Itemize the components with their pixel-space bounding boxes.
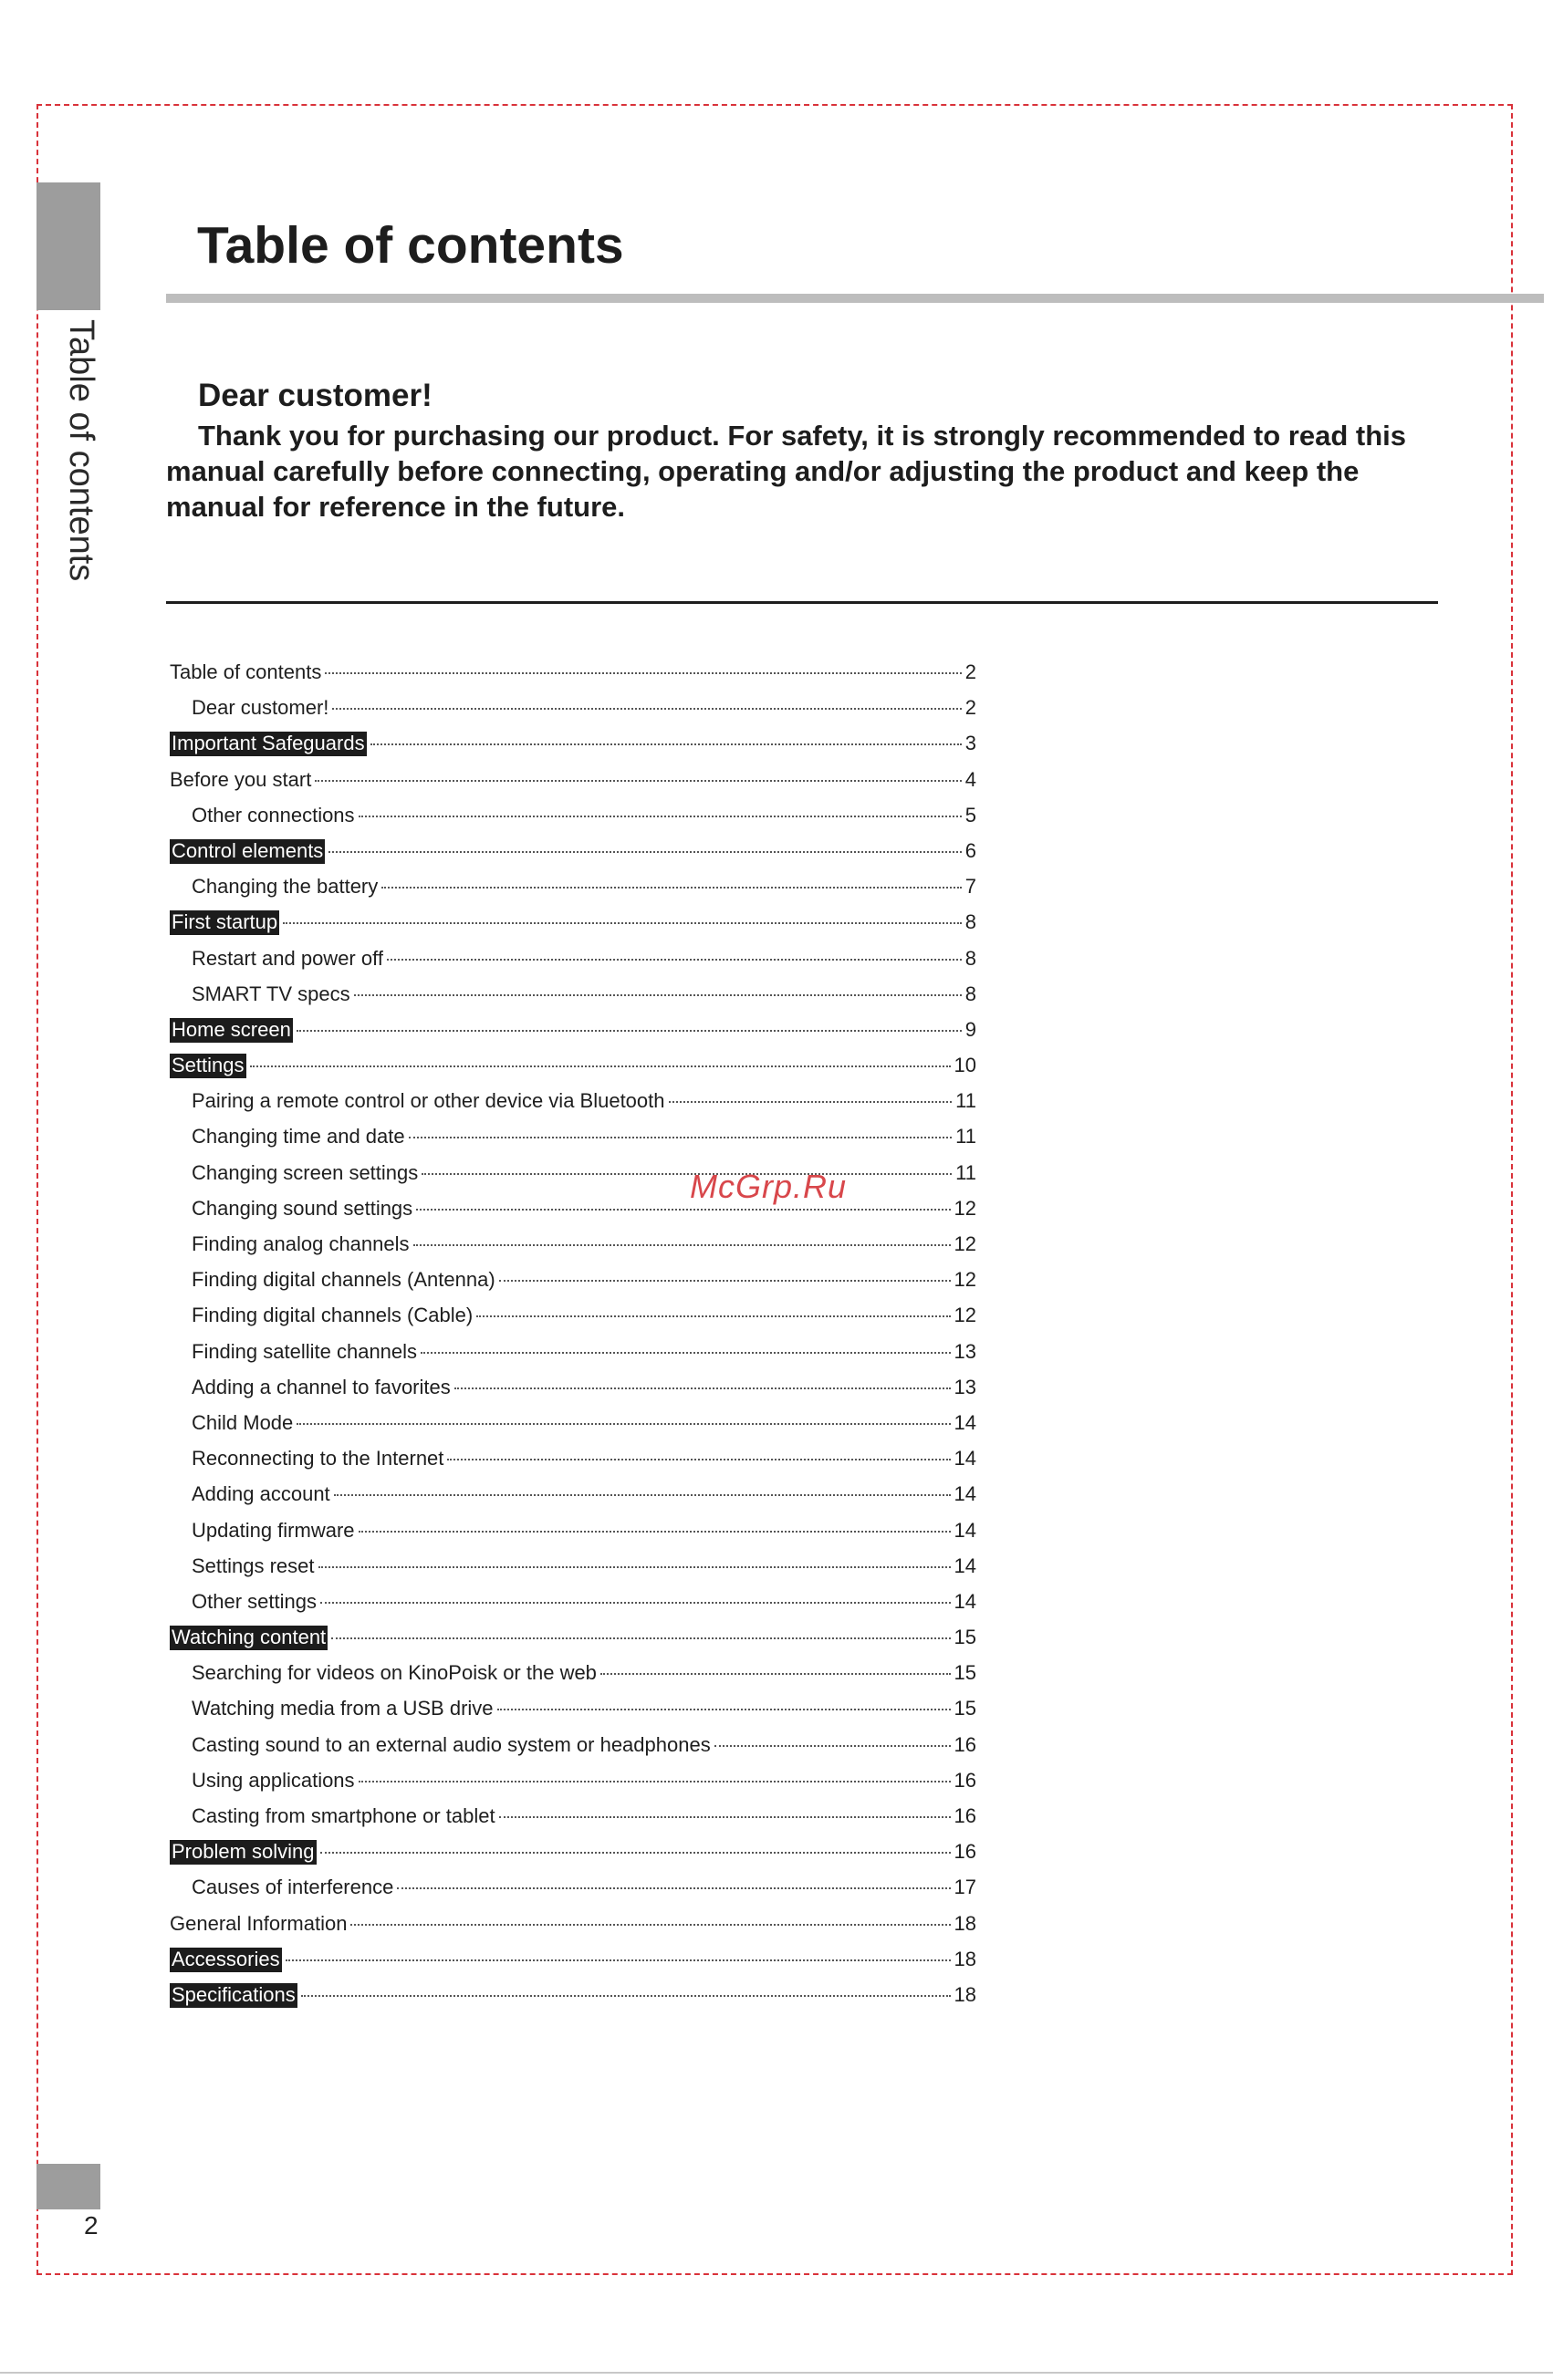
toc-entry[interactable] <box>170 1626 976 1661</box>
toc-entry-label: Finding digital channels (Antenna) <box>192 1268 495 1292</box>
side-label-text: Table of contents <box>62 319 100 582</box>
toc-dot-leader <box>320 1602 951 1604</box>
toc-page-number: 11 <box>955 1089 976 1113</box>
toc-entry-label: Searching for videos on KinoPoisk or the web <box>192 1661 597 1685</box>
toc-entry[interactable] <box>170 910 976 946</box>
toc-page-number: 2 <box>964 660 976 683</box>
toc-entry[interactable] <box>170 1697 976 1732</box>
side-label <box>55 319 109 611</box>
toc-section-label: Specifications <box>172 1982 296 2006</box>
toc-section-label: First startup <box>172 910 278 934</box>
toc-entry[interactable] <box>170 1948 976 1983</box>
toc-dot-leader <box>416 1209 950 1211</box>
toc-dot-leader <box>283 922 962 924</box>
toc-entry[interactable] <box>170 1304 976 1339</box>
toc-entry-label: Casting sound to an external audio system or headphones <box>192 1732 711 1756</box>
toc-page-number: 3 <box>964 732 976 755</box>
toc-section-label: Accessories <box>172 1947 280 1970</box>
watermark: McGrp.Ru <box>690 1168 848 1205</box>
toc-dot-leader <box>331 1637 950 1639</box>
toc-entry[interactable] <box>170 732 976 767</box>
toc-entry-label: SMART TV specs <box>192 982 350 1005</box>
toc-entry-label: Casting from smartphone or tablet <box>192 1804 495 1827</box>
toc-entry[interactable] <box>170 1018 976 1054</box>
toc-dot-leader <box>422 1173 952 1175</box>
intro-paragraph: Thank you for purchasing our product. For safety, it is strongly recommended to read this manual carefully before connecting, operating and/or adjusting the product and keep the manual for reference in the future. <box>166 420 1406 523</box>
toc-page-number: 18 <box>954 1982 976 2006</box>
toc-entry[interactable] <box>170 1554 976 1590</box>
toc-entry-label: Other settings <box>192 1589 317 1613</box>
toc-dot-leader <box>297 1030 962 1032</box>
toc-entry[interactable] <box>170 1983 976 2019</box>
toc-dot-leader <box>421 1352 950 1354</box>
toc-dot-leader <box>332 708 961 710</box>
toc-entry[interactable] <box>170 1340 976 1376</box>
toc-entry[interactable] <box>170 1840 976 1876</box>
toc-dot-leader <box>359 816 962 817</box>
toc-entry-label: Settings reset <box>192 1554 315 1577</box>
toc-dot-leader <box>334 1494 951 1496</box>
toc-dot-leader <box>320 1852 951 1854</box>
toc-entry[interactable] <box>170 839 976 875</box>
toc-entry-label: Other connections <box>192 803 355 826</box>
toc-entry-label: Changing sound settings <box>192 1196 413 1220</box>
toc-entry-label: Watching media from a USB drive <box>192 1697 494 1720</box>
toc-dot-leader <box>318 1566 951 1568</box>
toc-entry[interactable] <box>170 1232 976 1268</box>
toc-entry-label: Before you start <box>170 767 312 791</box>
toc-page-number: 2 <box>964 696 976 720</box>
toc-entry-label: Causes of interference <box>192 1876 394 1899</box>
toc-page-number: 18 <box>954 1911 976 1935</box>
toc-section-label: Important Safeguards <box>172 732 365 755</box>
toc-dot-leader <box>454 1387 951 1389</box>
toc-entry-label: Finding satellite channels <box>192 1339 418 1363</box>
toc-entry[interactable] <box>170 875 976 910</box>
toc-page-number: 6 <box>964 838 976 862</box>
toc-page-number: 12 <box>954 1268 976 1292</box>
toc-entry[interactable] <box>170 1519 976 1554</box>
toc-page-number: 12 <box>954 1232 976 1255</box>
side-tab-marker <box>36 182 100 310</box>
toc-entry[interactable] <box>170 1733 976 1769</box>
intro-section <box>166 378 1444 525</box>
toc-page-number: 13 <box>954 1375 976 1398</box>
toc-page-number: 13 <box>954 1339 976 1363</box>
toc-dot-leader <box>499 1816 951 1818</box>
toc-page-number: 15 <box>954 1661 976 1685</box>
toc-section-label: Settings <box>172 1054 245 1077</box>
toc-section-label: Watching content <box>172 1626 327 1649</box>
toc-entry-label: Changing the battery <box>192 875 379 899</box>
page-title: Table of contents <box>197 216 624 275</box>
toc-page-number: 5 <box>964 803 976 826</box>
toc-page-number: 15 <box>954 1697 976 1720</box>
toc-dot-leader <box>499 1280 951 1282</box>
toc-page-number: 14 <box>954 1482 976 1506</box>
toc-entry[interactable] <box>170 1197 976 1232</box>
toc-dot-leader <box>600 1673 951 1675</box>
toc-entry[interactable] <box>170 1661 976 1697</box>
toc-dot-leader <box>397 1887 950 1889</box>
toc-page-number: 16 <box>954 1840 976 1864</box>
toc-entry[interactable] <box>170 1054 976 1089</box>
toc-page-number: 11 <box>955 1125 976 1148</box>
toc-dot-leader <box>315 780 961 782</box>
toc-dot-leader <box>359 1531 951 1533</box>
toc-entry[interactable] <box>170 1912 976 1948</box>
greeting: Dear customer! <box>198 378 433 413</box>
toc-page-number: 4 <box>964 767 976 791</box>
toc-entry[interactable] <box>170 1089 976 1125</box>
toc-page-number: 14 <box>954 1518 976 1542</box>
toc-entry[interactable] <box>170 660 976 696</box>
toc-list <box>170 660 976 2019</box>
toc-entry-label: Pairing a remote control or other device via Bluetooth <box>192 1089 665 1113</box>
toc-entry[interactable] <box>170 1376 976 1411</box>
toc-dot-leader <box>413 1244 951 1246</box>
toc-entry[interactable] <box>170 1125 976 1160</box>
toc-entry-label: Updating firmware <box>192 1518 355 1542</box>
toc-dot-leader <box>354 994 962 996</box>
toc-entry[interactable] <box>170 696 976 732</box>
toc-dot-leader <box>669 1101 953 1103</box>
toc-entry-label: Child Mode <box>192 1410 294 1434</box>
toc-page-number: 17 <box>954 1876 976 1899</box>
toc-entry-label: Adding account <box>192 1482 330 1506</box>
toc-entry[interactable] <box>170 1268 976 1304</box>
toc-dot-leader <box>381 887 961 889</box>
toc-page-number: 7 <box>964 875 976 899</box>
toc-entry-label: Reconnecting to the Internet <box>192 1447 444 1471</box>
toc-entry-label: Finding analog channels <box>192 1232 410 1255</box>
toc-dot-leader <box>328 851 961 853</box>
toc-entry[interactable] <box>170 1411 976 1447</box>
toc-entry-label: Changing screen settings <box>192 1160 419 1184</box>
toc-entry[interactable] <box>170 1590 976 1626</box>
toc-page-number: 16 <box>954 1732 976 1756</box>
page-number: 2 <box>84 2211 99 2240</box>
toc-entry[interactable] <box>170 1447 976 1482</box>
toc-entry[interactable] <box>170 804 976 839</box>
toc-entry[interactable] <box>170 982 976 1018</box>
toc-page-number: 9 <box>964 1017 976 1041</box>
toc-dot-leader <box>497 1709 951 1710</box>
toc-page-number: 14 <box>954 1554 976 1577</box>
toc-dot-leader <box>387 959 962 961</box>
toc-entry-label: Table of contents <box>170 660 322 683</box>
toc-page-number: 10 <box>954 1054 976 1077</box>
toc-page-number: 11 <box>955 1160 976 1184</box>
toc-entry-label: Dear customer! <box>192 696 329 720</box>
toc-entry[interactable] <box>170 1804 976 1840</box>
toc-page-number: 12 <box>954 1196 976 1220</box>
toc-dot-leader <box>350 1924 950 1926</box>
toc-section-label: Problem solving <box>172 1840 315 1864</box>
toc-entry[interactable] <box>170 1876 976 1911</box>
toc-dot-leader <box>297 1423 950 1425</box>
page-tab-marker <box>36 2164 100 2209</box>
toc-section-label: Home screen <box>172 1017 291 1041</box>
toc-entry-label: General Information <box>170 1911 348 1935</box>
toc-dot-leader <box>409 1137 953 1138</box>
toc-page-number: 8 <box>964 982 976 1005</box>
toc-entry[interactable] <box>170 1482 976 1518</box>
toc-dot-leader <box>359 1781 951 1782</box>
toc-page-number: 18 <box>954 1947 976 1970</box>
toc-page-number: 16 <box>954 1768 976 1792</box>
toc-page-number: 14 <box>954 1410 976 1434</box>
toc-entry-label: Restart and power off <box>192 946 383 970</box>
toc-page-number: 8 <box>964 946 976 970</box>
toc-dot-leader <box>250 1065 951 1067</box>
bottom-edge-line <box>0 2372 1553 2374</box>
toc-dot-leader <box>286 1959 951 1961</box>
toc-entry[interactable] <box>170 1161 976 1197</box>
toc-entry-label: Finding digital channels (Cable) <box>192 1304 474 1327</box>
toc-page-number: 16 <box>954 1804 976 1827</box>
toc-entry-label: Adding a channel to favorites <box>192 1375 451 1398</box>
toc-dot-leader <box>325 672 961 674</box>
toc-dot-leader <box>447 1459 950 1460</box>
toc-dot-leader <box>714 1745 951 1747</box>
toc-page-number: 12 <box>954 1304 976 1327</box>
toc-entry[interactable] <box>170 768 976 804</box>
toc-dot-leader <box>476 1315 950 1317</box>
toc-entry[interactable] <box>170 1769 976 1804</box>
toc-entry[interactable] <box>170 947 976 982</box>
toc-entry-label: Using applications <box>192 1768 355 1792</box>
intro-divider <box>166 601 1438 604</box>
toc-dot-leader <box>370 743 962 745</box>
toc-page-number: 15 <box>954 1626 976 1649</box>
toc-page-number: 14 <box>954 1589 976 1613</box>
toc-entry-label: Changing time and date <box>192 1125 405 1148</box>
toc-section-label: Control elements <box>172 838 324 862</box>
toc-dot-leader <box>301 1995 951 1997</box>
title-divider <box>166 294 1544 303</box>
toc-page-number: 14 <box>954 1447 976 1471</box>
toc-page-number: 8 <box>964 910 976 934</box>
